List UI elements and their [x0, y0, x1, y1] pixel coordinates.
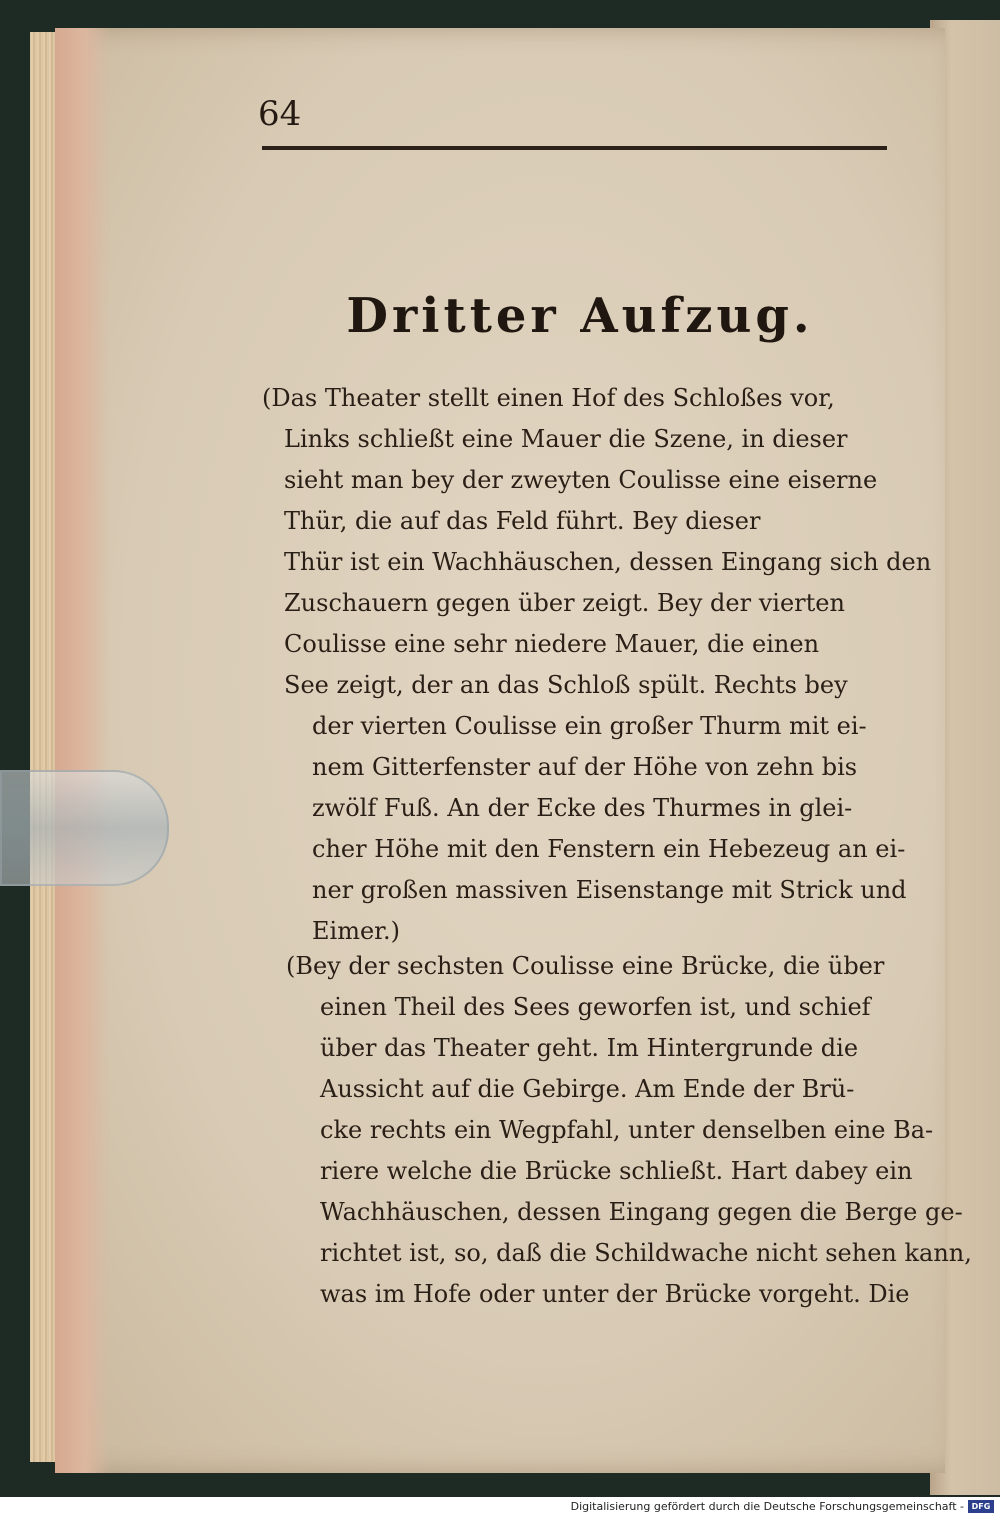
page-number: 64	[258, 94, 302, 134]
text-line: Thür, die auf das Feld führt. Bey dieser	[284, 507, 761, 535]
text-line: was im Hofe oder unter der Brücke vorgeht. Die	[320, 1280, 910, 1308]
text-line: zwölf Fuß. An der Ecke des Thurmes in glei-	[312, 794, 853, 822]
text-line: Wachhäuschen, dessen Eingang gegen die Berge ge-	[320, 1198, 963, 1226]
text-line: Aussicht auf die Gebirge. Am Ende der Brü-	[320, 1075, 855, 1103]
text-line: (Bey der sechsten Coulisse eine Brücke, die über	[286, 952, 885, 980]
text-line: über das Theater geht. Im Hintergrunde die	[320, 1034, 859, 1062]
text-line: Links schließt eine Mauer die Szene, in dieser	[284, 425, 848, 453]
stage-direction-1	[262, 378, 931, 952]
page-holder-clip	[0, 770, 169, 886]
text-line: cke rechts ein Wegpfahl, unter denselben eine Ba-	[320, 1116, 934, 1144]
text-line: Thür ist ein Wachhäuschen, dessen Eingang sich den	[284, 548, 932, 576]
text-line: richtet ist, so, daß die Schildwache nicht sehen kann,	[320, 1239, 972, 1267]
text-line: Eimer.)	[312, 917, 400, 945]
text-line: der vierten Coulisse ein großer Thurm mit ei-	[312, 712, 867, 740]
act-heading: Dritter Aufzug.	[346, 288, 814, 344]
text-line: nem Gitterfenster auf der Höhe von zehn bis	[312, 753, 858, 781]
dfg-logo-icon: DFG	[968, 1500, 994, 1513]
text-line: See zeigt, der an das Schloß spült. Rechts bey	[284, 671, 848, 699]
text-line: Zuschauern gegen über zeigt. Bey der vierten	[284, 589, 845, 617]
footer-bar	[0, 1497, 1000, 1517]
funding-notice: Digitalisierung gefördert durch die Deutsche Forschungsgemeinschaft -	[570, 1500, 964, 1513]
text-line: cher Höhe mit den Fenstern ein Hebezeug an ei-	[312, 835, 906, 863]
text-line: einen Theil des Sees geworfen ist, und schief	[320, 993, 871, 1021]
text-line: riere welche die Brücke schließt. Hart dabey ein	[320, 1157, 913, 1185]
text-line: ner großen massiven Eisenstange mit Strick und	[312, 876, 907, 904]
text-line: (Das Theater stellt einen Hof des Schloßes vor,	[262, 384, 835, 412]
page-gutter	[55, 28, 110, 1473]
text-line: sieht man bey der zweyten Coulisse eine eiserne	[284, 466, 878, 494]
text-line: Coulisse eine sehr niedere Mauer, die einen	[284, 630, 820, 658]
header-rule	[262, 146, 887, 150]
stage-direction-2	[286, 946, 972, 1315]
